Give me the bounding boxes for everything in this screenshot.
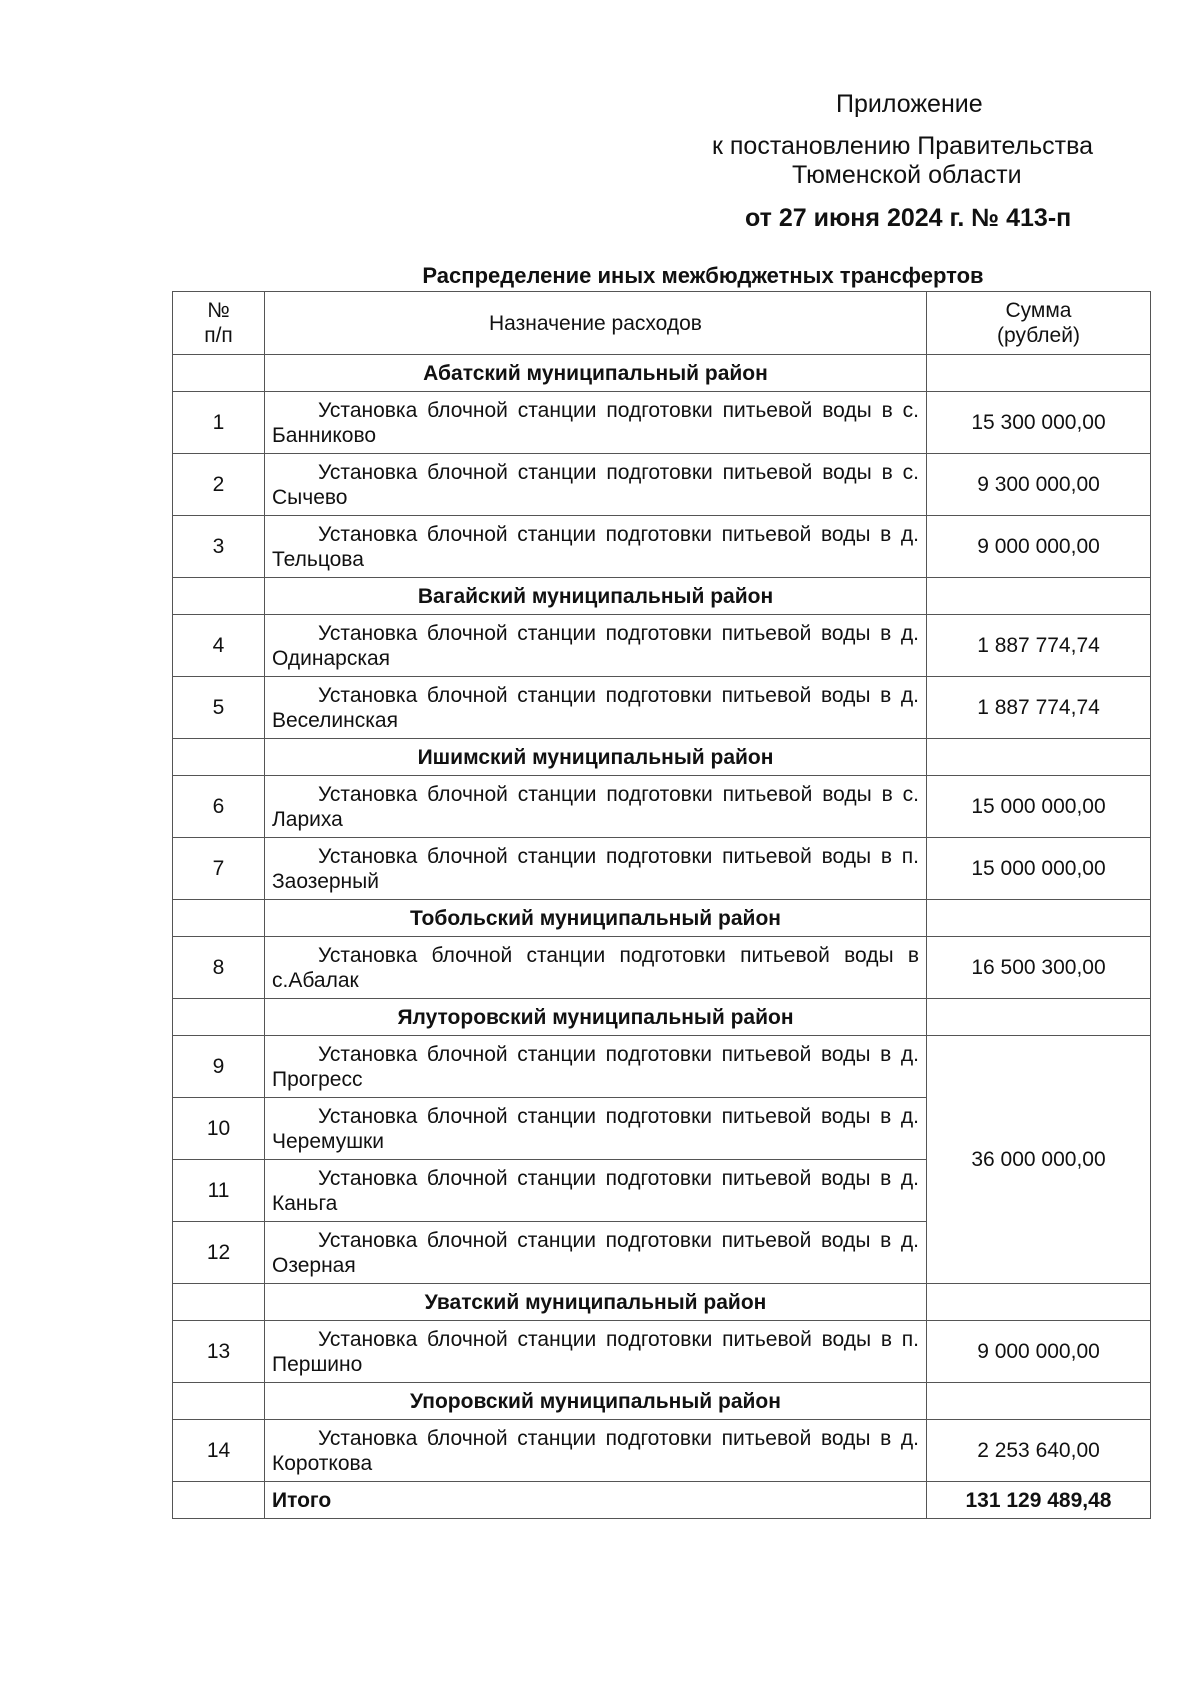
table-row [173, 937, 1151, 999]
row-purpose-text: Установка блочной станции подготовки питьевой воды в д. Одинарская [272, 621, 919, 670]
column-header-sum [927, 292, 1151, 355]
district-num-cell [173, 1383, 265, 1420]
row-number: 11 [173, 1160, 265, 1222]
row-amount: 9 300 000,00 [927, 454, 1151, 516]
row-purpose [265, 937, 927, 999]
row-purpose-text: Установка блочной станции подготовки питьевой воды в п. Першино [272, 1327, 919, 1376]
row-number: 2 [173, 454, 265, 516]
row-amount: 1 887 774,74 [927, 677, 1151, 739]
row-purpose [265, 516, 927, 578]
table-row [173, 677, 1151, 739]
row-purpose [265, 615, 927, 677]
district-name: Упоровский муниципальный район [265, 1383, 927, 1420]
row-purpose-text: Установка блочной станции подготовки питьевой воды в с. Банниково [272, 398, 919, 447]
row-purpose [265, 1098, 927, 1160]
row-number: 10 [173, 1098, 265, 1160]
row-amount: 2 253 640,00 [927, 1420, 1151, 1482]
district-row [173, 999, 1151, 1036]
row-amount: 15 000 000,00 [927, 776, 1151, 838]
decree-date-number: от 27 июня 2024 г. № 413-п [745, 204, 1072, 232]
total-row [173, 1482, 1151, 1519]
district-row [173, 739, 1151, 776]
shared-amount: 36 000 000,00 [927, 1036, 1151, 1284]
row-number: 6 [173, 776, 265, 838]
district-name: Уватский муниципальный район [265, 1284, 927, 1321]
row-amount: 15 000 000,00 [927, 838, 1151, 900]
table-row [173, 1321, 1151, 1383]
total-amount: 131 129 489,48 [927, 1482, 1151, 1519]
district-row [173, 578, 1151, 615]
row-number: 8 [173, 937, 265, 999]
row-number: 3 [173, 516, 265, 578]
transfers-table [172, 291, 1151, 1519]
table-row [173, 392, 1151, 454]
row-number: 5 [173, 677, 265, 739]
row-purpose [265, 677, 927, 739]
district-name: Вагайский муниципальный район [265, 578, 927, 615]
row-number: 13 [173, 1321, 265, 1383]
table-row [173, 1036, 1151, 1098]
district-name: Абатский муниципальный район [265, 355, 927, 392]
district-sum-cell [927, 355, 1151, 392]
row-purpose [265, 392, 927, 454]
district-num-cell [173, 999, 265, 1036]
column-header-number-line2: п/п [204, 324, 233, 347]
row-number: 14 [173, 1420, 265, 1482]
table-row [173, 516, 1151, 578]
row-purpose [265, 1321, 927, 1383]
row-purpose [265, 1160, 927, 1222]
table-row [173, 776, 1151, 838]
table-row [173, 454, 1151, 516]
total-label: Итого [265, 1482, 927, 1519]
row-purpose [265, 776, 927, 838]
row-amount: 9 000 000,00 [927, 516, 1151, 578]
district-name: Ялуторовский муниципальный район [265, 999, 927, 1036]
district-row [173, 1383, 1151, 1420]
table-row [173, 615, 1151, 677]
row-purpose-text: Установка блочной станции подготовки питьевой воды в д. Прогресс [272, 1042, 919, 1091]
row-amount: 1 887 774,74 [927, 615, 1151, 677]
district-sum-cell [927, 578, 1151, 615]
row-purpose-text: Установка блочной станции подготовки питьевой воды в с.Абалак [272, 943, 919, 992]
column-header-number-line1: № [207, 299, 230, 322]
row-number: 9 [173, 1036, 265, 1098]
table-header-row [173, 292, 1151, 355]
row-purpose [265, 1420, 927, 1482]
row-number: 1 [173, 392, 265, 454]
region-name: Тюменской области [792, 161, 1022, 189]
district-sum-cell [927, 1284, 1151, 1321]
district-num-cell [173, 739, 265, 776]
row-amount: 9 000 000,00 [927, 1321, 1151, 1383]
district-num-cell [173, 900, 265, 937]
district-name: Тобольский муниципальный район [265, 900, 927, 937]
row-amount: 15 300 000,00 [927, 392, 1151, 454]
row-purpose-text: Установка блочной станции подготовки питьевой воды в п. Заозерный [272, 844, 919, 893]
table-row [173, 838, 1151, 900]
total-num-cell [173, 1482, 265, 1519]
district-row [173, 355, 1151, 392]
table-row [173, 1420, 1151, 1482]
district-sum-cell [927, 999, 1151, 1036]
row-number: 7 [173, 838, 265, 900]
row-purpose-text: Установка блочной станции подготовки питьевой воды в с. Сычево [272, 460, 919, 509]
row-purpose-text: Установка блочной станции подготовки питьевой воды в д. Озерная [272, 1228, 919, 1277]
district-sum-cell [927, 739, 1151, 776]
district-row [173, 1284, 1151, 1321]
district-num-cell [173, 355, 265, 392]
district-name: Ишимский муниципальный район [265, 739, 927, 776]
column-header-sum-line2: (рублей) [997, 324, 1080, 347]
district-num-cell [173, 1284, 265, 1321]
row-purpose-text: Установка блочной станции подготовки питьевой воды в с. Лариха [272, 782, 919, 831]
column-header-number [173, 292, 265, 355]
district-sum-cell [927, 900, 1151, 937]
row-purpose-text: Установка блочной станции подготовки питьевой воды в д. Короткова [272, 1426, 919, 1475]
row-purpose-text: Установка блочной станции подготовки питьевой воды в д. Тельцова [272, 522, 919, 571]
row-number: 4 [173, 615, 265, 677]
column-header-purpose: Назначение расходов [265, 292, 927, 355]
decree-reference: к постановлению Правительства [712, 132, 1094, 160]
district-row [173, 900, 1151, 937]
row-purpose-text: Установка блочной станции подготовки питьевой воды в д. Черемушки [272, 1104, 919, 1153]
document-title: Распределение иных межбюджетных трансфертов [422, 263, 984, 288]
row-purpose [265, 1036, 927, 1098]
row-purpose [265, 1222, 927, 1284]
row-purpose [265, 454, 927, 516]
row-number: 12 [173, 1222, 265, 1284]
column-header-sum-line1: Сумма [1005, 299, 1072, 322]
row-amount: 16 500 300,00 [927, 937, 1151, 999]
district-sum-cell [927, 1383, 1151, 1420]
row-purpose-text: Установка блочной станции подготовки питьевой воды в д. Веселинская [272, 683, 919, 732]
district-num-cell [173, 578, 265, 615]
row-purpose [265, 838, 927, 900]
row-purpose-text: Установка блочной станции подготовки питьевой воды в д. Каньга [272, 1166, 919, 1215]
appendix-title: Приложение [836, 90, 983, 118]
